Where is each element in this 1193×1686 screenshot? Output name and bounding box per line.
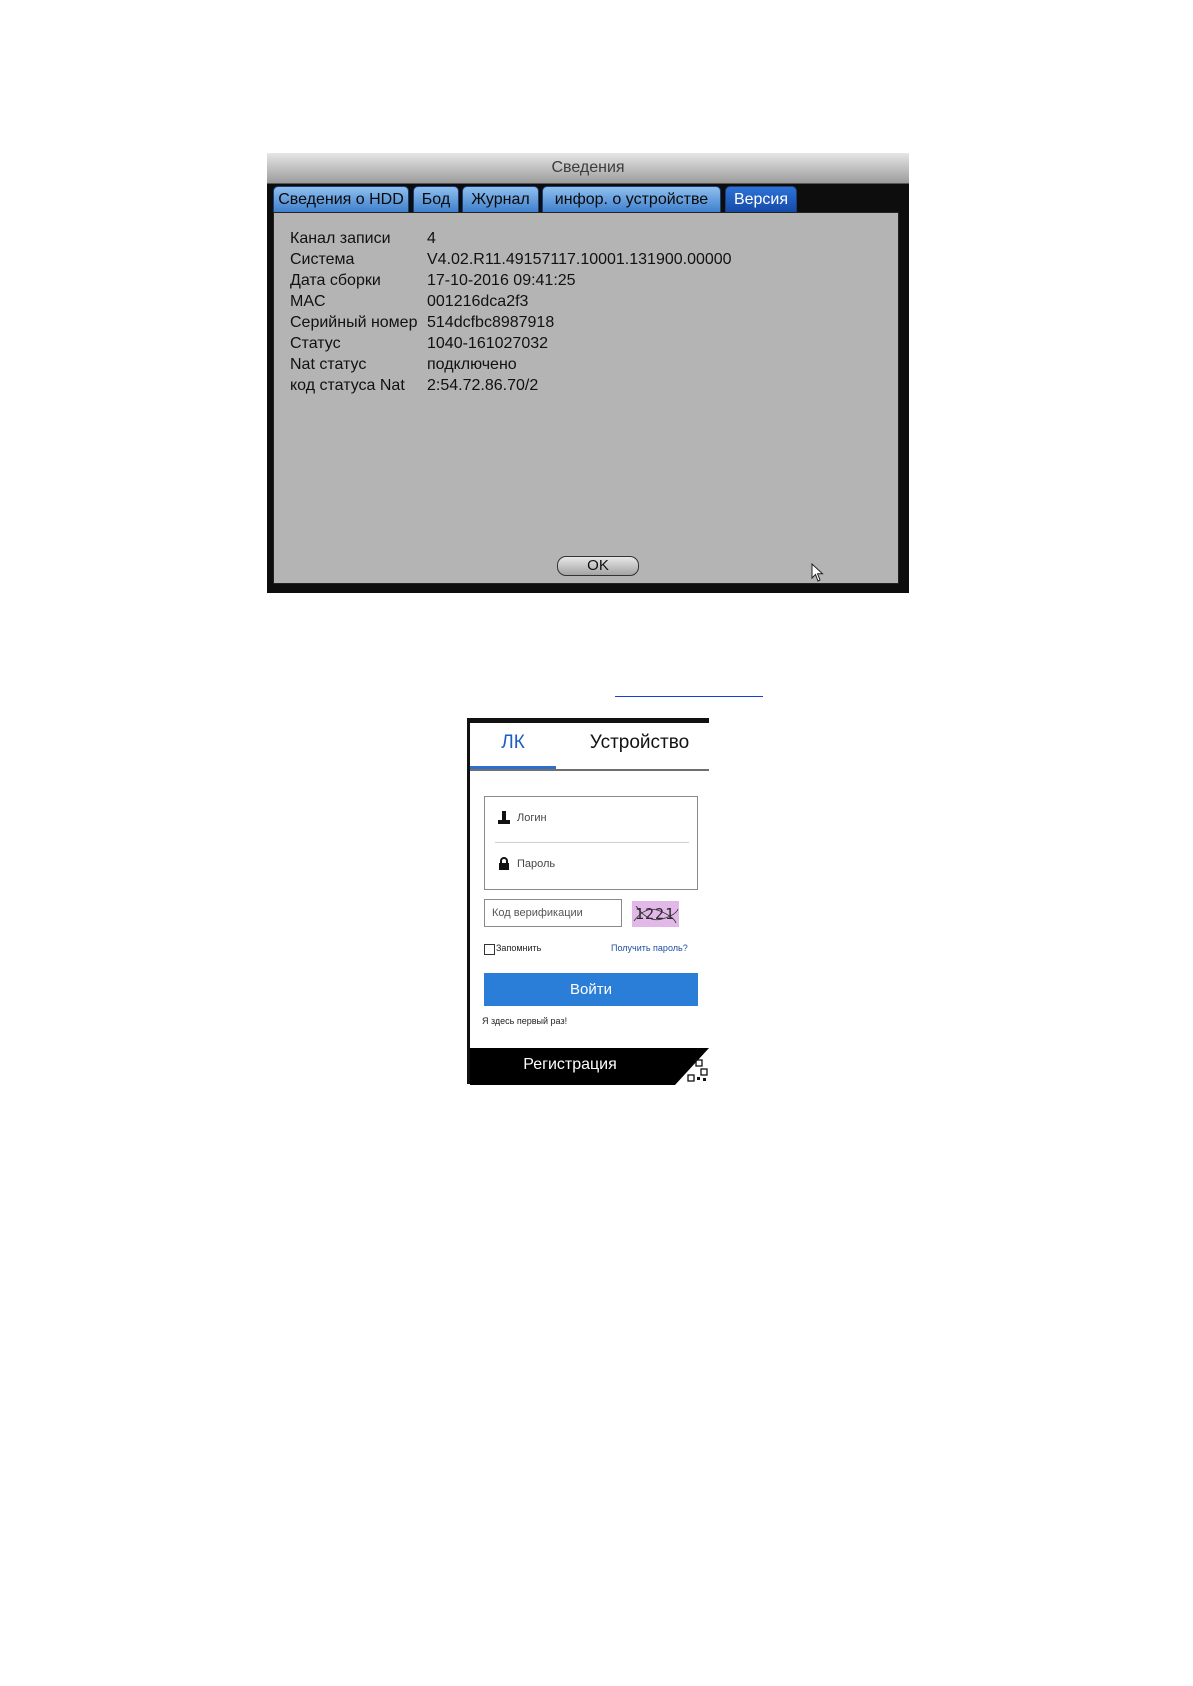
tab-log[interactable]: Журнал xyxy=(462,186,539,213)
info-value: 2:54.72.86.70/2 xyxy=(427,377,539,394)
window-title: Сведения xyxy=(551,159,625,176)
captcha-text: 1221 xyxy=(635,905,676,923)
info-label: MAC xyxy=(290,293,326,310)
forgot-password-link[interactable]: Получить пароль? xyxy=(611,943,688,953)
field-divider xyxy=(495,842,689,843)
credentials-box xyxy=(484,796,698,890)
info-value: 4 xyxy=(427,230,436,247)
tab-device-info[interactable]: инфор. о устройстве xyxy=(542,186,721,213)
user-icon xyxy=(497,811,511,825)
info-label: Nat статус xyxy=(290,356,367,373)
remember-checkbox[interactable] xyxy=(484,944,495,955)
lock-icon xyxy=(497,857,511,871)
hyperlink[interactable] xyxy=(615,684,763,697)
username-placeholder: Логин xyxy=(517,812,547,824)
info-label: код статуса Nat xyxy=(290,377,405,394)
tab-baud[interactable]: Бод xyxy=(413,186,459,213)
register-bar[interactable] xyxy=(470,1048,709,1085)
info-label: Система xyxy=(290,251,355,268)
remember-label: Запомнить xyxy=(496,943,542,953)
tab-device[interactable]: Устройство xyxy=(589,732,690,753)
info-label: Статус xyxy=(290,335,341,352)
captcha-noise xyxy=(632,901,679,927)
info-value: 17-10-2016 09:41:25 xyxy=(427,272,576,289)
qr-code-icon[interactable] xyxy=(675,1048,709,1085)
info-label: Дата сборки xyxy=(290,272,381,289)
tab-hdd-info[interactable]: Сведения о HDD xyxy=(273,186,409,213)
login-tab-bar xyxy=(470,723,709,771)
info-window xyxy=(267,153,909,593)
info-label: Серийный номер xyxy=(290,314,418,331)
tab-cloud-account[interactable]: ЛК xyxy=(470,723,556,769)
register-button[interactable]: Регистрация xyxy=(523,1056,617,1073)
verification-code-input[interactable]: Код верификации xyxy=(484,899,622,927)
version-panel xyxy=(273,212,899,584)
info-value: подключено xyxy=(427,356,517,373)
tab-version[interactable]: Версия xyxy=(725,186,797,213)
info-value: 514dcfbc8987918 xyxy=(427,314,555,331)
info-label: Канал записи xyxy=(290,230,391,247)
mouse-cursor-icon xyxy=(811,563,825,583)
login-button[interactable]: Войти xyxy=(484,973,698,1006)
info-value: 001216dca2f3 xyxy=(427,293,529,310)
first-time-text: Я здесь первый раз! xyxy=(482,1016,568,1026)
window-titlebar xyxy=(267,153,909,184)
password-placeholder: Пароль xyxy=(517,858,556,870)
ok-button[interactable]: OK xyxy=(557,556,639,576)
captcha-image[interactable] xyxy=(632,901,679,927)
info-value: 1040-161027032 xyxy=(427,335,549,352)
login-panel xyxy=(467,718,709,1084)
info-value: V4.02.R11.49157117.10001.131900.00000 xyxy=(427,251,732,268)
